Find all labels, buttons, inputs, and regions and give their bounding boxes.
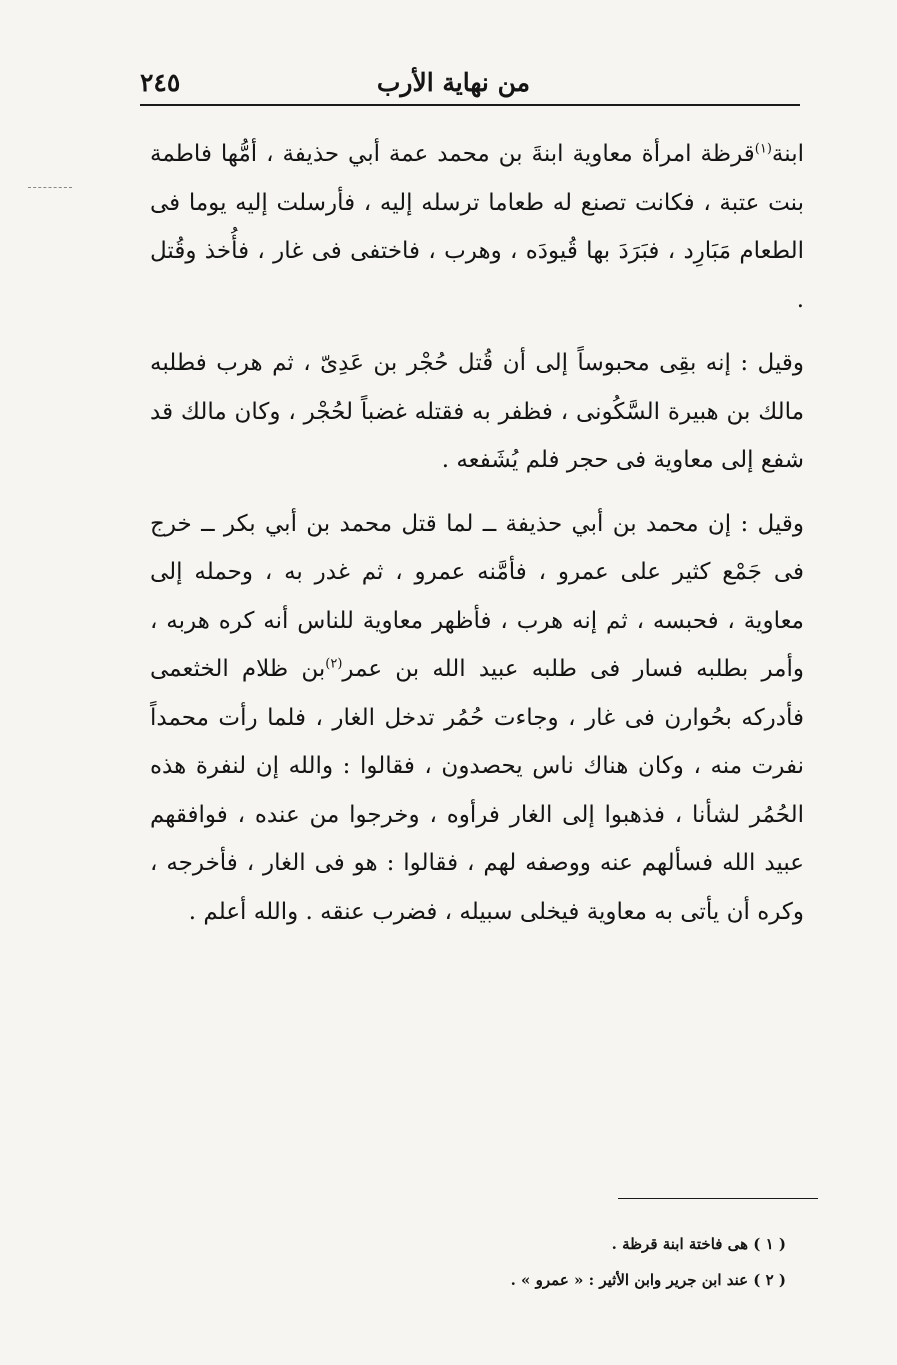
- header-rule: [140, 104, 800, 106]
- text-line: نفرت منه ، وكان هناك ناس يحصدون ، فقالوا : والله إن لنفرة: [195, 753, 804, 779]
- footnote-rule: [618, 1198, 818, 1199]
- text-line: قرظة امرأة معاوية ابنةَ بن محمد عمة أبي حذيفة ، أمُّها فاطمة بنت: [150, 141, 805, 216]
- paragraph-2: [150, 339, 804, 485]
- text-line: بن ظلام الخثعمى: [150, 656, 326, 682]
- footnotes: [410, 1226, 786, 1298]
- paragraph-3: [150, 500, 804, 937]
- text-line: فأخرجه ، وكره أن يأتى به معاوية فيخلى سبيله ، فضرب عنقه .: [150, 850, 804, 925]
- text-line: إلى معاوية ، فحبسه ، ثم إنه هرب ، فأظهر معاوية للناس أنه كره: [150, 559, 804, 634]
- text-line: عتبة ، فكانت تصنع له طعاما ترسله إليه ، فأرسلت إليه يوما فى الطعام: [150, 189, 805, 264]
- text-line: والله أعلم .: [188, 898, 299, 925]
- text-line: خرج فى جَمْع كثير على عمرو ، فأمَّنه عمرو ، ثم غدر به ، وحمله: [150, 510, 804, 585]
- text-line: هربه ، وأمر بطلبه فسار فى طلبه عبيد الله بن عمر: [150, 607, 804, 682]
- footnote-2: ( ٢ ) عند ابن جرير وابن الأثير : « عمرو » .: [510, 1271, 786, 1289]
- running-header: [140, 66, 800, 102]
- text-line: وقيل : إنه بقِى محبوساً إلى أن قُتل حُجْر بن عَدِىّ ، ثم هرب: [216, 350, 805, 376]
- text-line: مالك قد شفع إلى معاوية فى حجر فلم يُشَفعه .: [150, 398, 804, 473]
- text-line: هذه الحُمُر لشأنا ، فذهبوا إلى الغار فرأوه ، وخرجوا من عنده ،: [150, 753, 805, 828]
- text-line: فأدركه بحُوارن فى غار ، وجاءت حُمُر تدخل الغار ، فلما رأت محمداً: [150, 704, 804, 731]
- footnote-ref-1[interactable]: (١): [754, 141, 772, 157]
- paragraph-1: [150, 130, 804, 324]
- footnote-ref-2[interactable]: (٢): [325, 656, 343, 672]
- body-text: [150, 130, 804, 936]
- text-line: وقيل : إن محمد بن أبي حذيفة ــ لما قتل محمد بن أبي بكر ــ: [201, 510, 804, 537]
- footnote-1: ( ١ ) هى فاختة ابنة قرظة .: [611, 1235, 786, 1253]
- page-number: ٢٤٥: [140, 68, 181, 97]
- margin-mark: [28, 187, 72, 188]
- text-line: ابنة: [771, 141, 804, 167]
- page-title: من نهاية الأرب: [376, 68, 530, 97]
- text-line: فوافقهم عبيد الله فسألهم عنه ووصفه لهم ، فقالوا : هو فى الغار ،: [150, 801, 805, 876]
- text-line: مَبَارِد ، فبَرَدَ بها قُيودَه ، وهرب ، فاختفى فى غار ، فأُخذ وقُتل .: [150, 238, 804, 313]
- text-line: فطلبه مالك بن هبيرة السَّكُونى ، فظفر به فقتله غضباً لحُجْر ، وكان: [150, 350, 805, 425]
